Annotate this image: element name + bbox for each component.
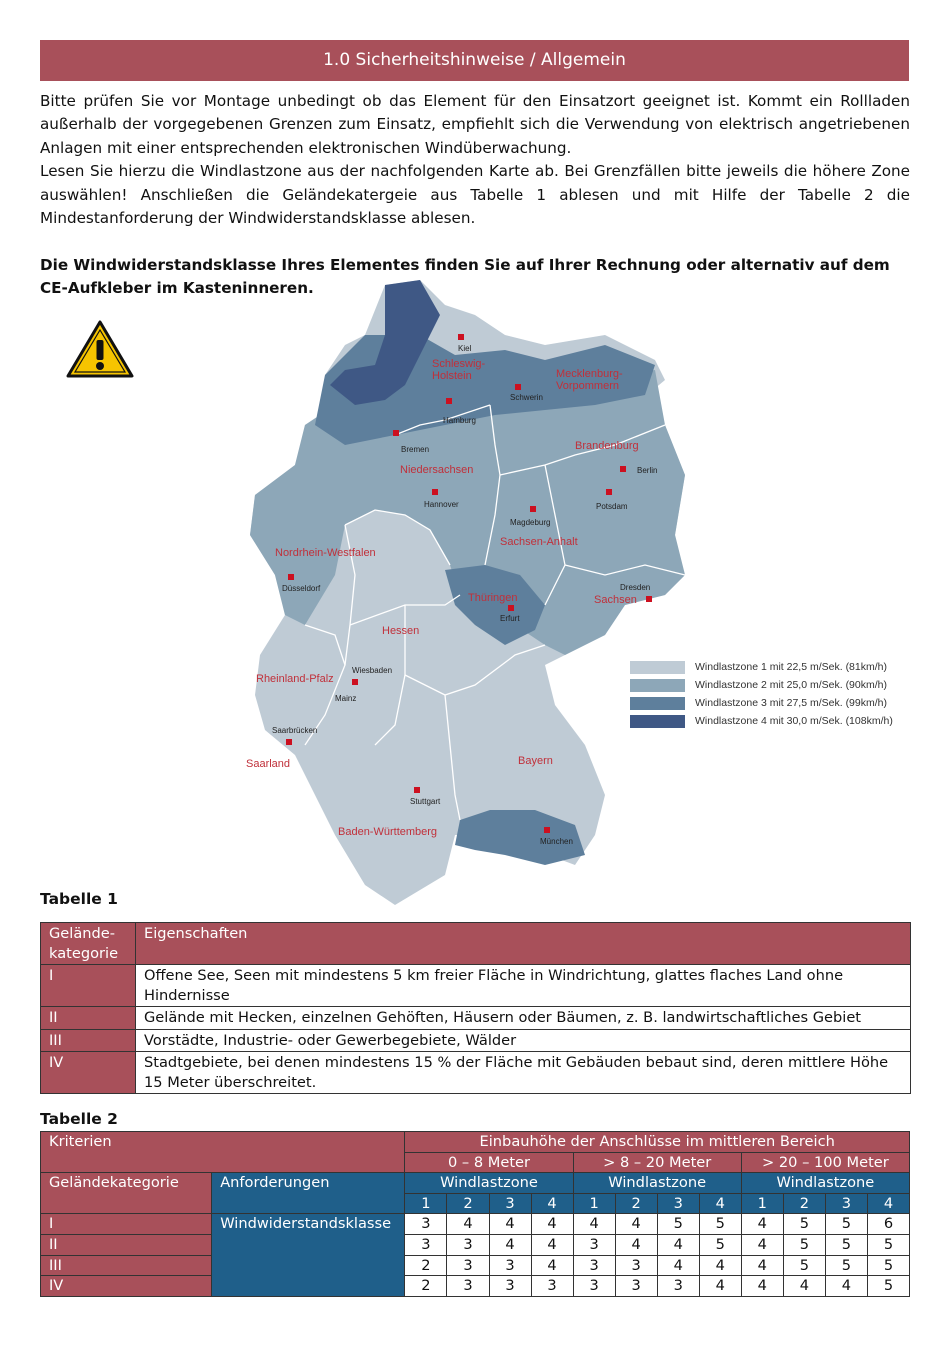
legend-row (630, 676, 930, 694)
city-label: Hamburg (443, 416, 476, 425)
value-cell: 3 (405, 1214, 447, 1235)
table-cell: Vorstädte, Industrie- oder Gewerbegebiete, Wälder (136, 1029, 911, 1052)
table-row (41, 1276, 910, 1297)
city-label: Berlin (637, 466, 658, 475)
intro-paragraph-1: Bitte prüfen Sie vor Montage unbedingt ob das Element für den Einsatzort geeignet ist. Kommt ein Rollladen außerhalb der vorgegebenen Grenzen zum Einsatz, empfiehlt sich die Verwendung von elektrisch angetriebenen Anlagen mit einer entsprechenden elektronischen Windüberwachung. (40, 92, 910, 157)
table-header-cell: Windlastzone (405, 1173, 573, 1194)
legend-label: Windlastzone 1 mit 22,5 m/Sek. (81km/h) (695, 661, 887, 673)
state-label: Saarland (246, 758, 291, 770)
category-cell: I (41, 1214, 212, 1235)
state-label: Mecklenburg-Vorpommern (556, 368, 623, 392)
legend-row (630, 658, 930, 676)
legend-swatch-zone4 (630, 715, 685, 728)
value-cell: 3 (615, 1255, 657, 1276)
state-label: Hessen (382, 625, 420, 637)
table-header-cell: Windlastzone (741, 1173, 909, 1194)
zone-header: 1 (741, 1193, 783, 1214)
value-cell: 3 (615, 1276, 657, 1297)
table-header-cell: Geländekategorie (41, 1173, 212, 1214)
zone-header: 3 (825, 1193, 867, 1214)
city-label: Dresden (620, 583, 651, 592)
zone-header: 1 (573, 1193, 615, 1214)
zone-header: 4 (699, 1193, 741, 1214)
value-cell: 5 (783, 1234, 825, 1255)
value-cell: 4 (741, 1214, 783, 1235)
value-cell: 4 (783, 1276, 825, 1297)
table-row (41, 1173, 910, 1194)
table-row (41, 1029, 911, 1052)
city-label: München (540, 837, 573, 846)
table-row (41, 1007, 911, 1030)
state-label: Sachsen-Anhalt (500, 536, 578, 548)
table-header-row (41, 923, 911, 965)
table-cell: I (41, 965, 136, 1007)
table-cell: II (41, 1007, 136, 1030)
value-cell: 5 (867, 1255, 909, 1276)
value-cell: 5 (699, 1214, 741, 1235)
value-cell: 5 (783, 1255, 825, 1276)
value-cell: 4 (699, 1276, 741, 1297)
legend-row (630, 694, 930, 712)
city-label: Magdeburg (510, 518, 551, 527)
value-cell: 2 (405, 1276, 447, 1297)
zone-header: 4 (867, 1193, 909, 1214)
value-cell: 4 (531, 1234, 573, 1255)
table-cell: Stadtgebiete, bei denen mindestens 15 % der Fläche mit Gebäuden bebaut sind, deren mittlere Höhe 15 Meter überschreitet. (136, 1052, 911, 1094)
value-cell: 3 (447, 1234, 489, 1255)
table2 (40, 1131, 910, 1297)
category-cell: III (41, 1255, 212, 1276)
value-cell: 5 (867, 1234, 909, 1255)
city-label: Stuttgart (410, 797, 441, 806)
table-cell: Gelände mit Hecken, einzelnen Gehöften, Häusern oder Bäumen, z. B. landwirtschaftliches Gebiet (136, 1007, 911, 1030)
value-cell: 4 (489, 1234, 531, 1255)
state-label: Brandenburg (575, 440, 639, 452)
city-label: Düsseldorf (282, 584, 321, 593)
table-cell: Offene See, Seen mit mindestens 5 km freier Fläche in Windrichtung, glattes flaches Land ohne Hindernisse (136, 965, 911, 1007)
city-label: Saarbrücken (272, 726, 318, 735)
value-cell: 3 (573, 1234, 615, 1255)
city-label: Wiesbaden (352, 666, 393, 675)
table-cell: III (41, 1029, 136, 1052)
map-legend (630, 658, 930, 730)
table2-title: Tabelle 2 (40, 1110, 118, 1128)
zone-header: 1 (405, 1193, 447, 1214)
value-cell: 4 (741, 1255, 783, 1276)
intro-text (40, 90, 910, 230)
table-header-cell: 0 – 8 Meter (405, 1152, 573, 1173)
city-label: Bremen (401, 445, 430, 454)
value-cell: 4 (825, 1276, 867, 1297)
value-cell: 4 (531, 1214, 573, 1235)
table-header-cell: Einbauhöhe der Anschlüsse im mittleren Bereich (405, 1132, 910, 1153)
legend-swatch-zone2 (630, 679, 685, 692)
zone-header: 2 (783, 1193, 825, 1214)
zone-header: 2 (447, 1193, 489, 1214)
warning-triangle-icon (66, 320, 134, 378)
table-header-cell: > 20 – 100 Meter (741, 1152, 909, 1173)
table-header-cell: Windlastzone (573, 1173, 741, 1194)
value-cell: 5 (825, 1214, 867, 1235)
category-cell: IV (41, 1276, 212, 1297)
legend-label: Windlastzone 3 mit 27,5 m/Sek. (99km/h) (695, 697, 887, 709)
table-row (41, 965, 911, 1007)
city-label: Schwerin (510, 393, 543, 402)
value-cell: 4 (699, 1255, 741, 1276)
state-label: Bayern (518, 755, 553, 767)
state-label: Schleswig-Holstein (432, 358, 486, 382)
category-cell: II (41, 1234, 212, 1255)
value-cell: 3 (447, 1255, 489, 1276)
city-label: Hannover (424, 500, 459, 509)
value-cell: 3 (489, 1255, 531, 1276)
intro-paragraph-2: Lesen Sie hierzu die Windlastzone aus der nachfolgenden Karte ab. Bei Grenzfällen bitte jeweils die höhere Zone auswählen! Anschließen die Geländekatergeie aus Tabelle 1 ablesen und mit Hilfe der Tabelle 2 die Mindestanforderung der Windwiderstandsklasse ablesen. (40, 162, 910, 228)
state-label: Nordrhein-Westfalen (275, 547, 376, 559)
table-header-cell: Anforderungen (212, 1173, 405, 1214)
value-cell: 6 (867, 1214, 909, 1235)
value-cell: 4 (657, 1255, 699, 1276)
wind-zone-map (245, 275, 695, 915)
table-header-cell: > 8 – 20 Meter (573, 1152, 741, 1173)
value-cell: 5 (825, 1255, 867, 1276)
table-row (41, 1234, 910, 1255)
state-label: Niedersachsen (400, 464, 474, 476)
city-label: Kiel (458, 344, 472, 353)
section-title: 1.0 Sicherheitshinweise / Allgemein (40, 40, 909, 81)
table-row (41, 1132, 910, 1153)
state-label: Baden-Württemberg (338, 826, 438, 838)
zone-header: 3 (657, 1193, 699, 1214)
value-cell: 5 (783, 1214, 825, 1235)
state-label: Rheinland-Pfalz (256, 673, 334, 685)
value-cell: 5 (867, 1276, 909, 1297)
value-cell: 4 (531, 1255, 573, 1276)
state-label: Sachsen (594, 594, 637, 606)
table-header-cell: Gelände-kategorie (41, 923, 136, 965)
value-cell: 3 (573, 1255, 615, 1276)
table-header-cell: Eigenschaften (136, 923, 911, 965)
value-cell: 3 (573, 1276, 615, 1297)
value-cell: 5 (699, 1234, 741, 1255)
value-cell: 2 (405, 1255, 447, 1276)
requirement-cell: Windwiderstandsklasse (212, 1214, 405, 1296)
notice-text: Die Windwiderstandsklasse Ihres Elementes finden Sie auf Ihrer Rechnung oder alternativ auf dem CE-Aufkleber im Kasteninneren. (40, 256, 890, 297)
legend-swatch-zone3 (630, 697, 685, 710)
value-cell: 3 (531, 1276, 573, 1297)
value-cell: 3 (405, 1234, 447, 1255)
value-cell: 5 (825, 1234, 867, 1255)
value-cell: 4 (741, 1276, 783, 1297)
value-cell: 4 (615, 1234, 657, 1255)
table1 (40, 922, 911, 1094)
city-label: Potsdam (596, 502, 628, 511)
value-cell: 3 (657, 1276, 699, 1297)
legend-label: Windlastzone 2 mit 25,0 m/Sek. (90km/h) (695, 679, 887, 691)
legend-label: Windlastzone 4 mit 30,0 m/Sek. (108km/h) (695, 715, 893, 727)
table1-title: Tabelle 1 (40, 890, 118, 908)
city-label: Erfurt (500, 614, 520, 623)
table-row (41, 1214, 910, 1235)
table-row (41, 1052, 911, 1094)
table-header-cell: Kriterien (41, 1132, 405, 1173)
zone-header: 2 (615, 1193, 657, 1214)
zone-header: 3 (489, 1193, 531, 1214)
value-cell: 5 (657, 1214, 699, 1235)
table-cell: IV (41, 1052, 136, 1094)
value-cell: 3 (489, 1276, 531, 1297)
city-label: Mainz (335, 694, 357, 703)
value-cell: 4 (657, 1234, 699, 1255)
value-cell: 4 (741, 1234, 783, 1255)
legend-swatch-zone1 (630, 661, 685, 674)
value-cell: 4 (573, 1214, 615, 1235)
legend-row (630, 712, 930, 730)
value-cell: 4 (489, 1214, 531, 1235)
state-label: Thüringen (468, 592, 518, 604)
zone-header: 4 (531, 1193, 573, 1214)
value-cell: 3 (447, 1276, 489, 1297)
value-cell: 4 (615, 1214, 657, 1235)
table-row (41, 1255, 910, 1276)
value-cell: 4 (447, 1214, 489, 1235)
